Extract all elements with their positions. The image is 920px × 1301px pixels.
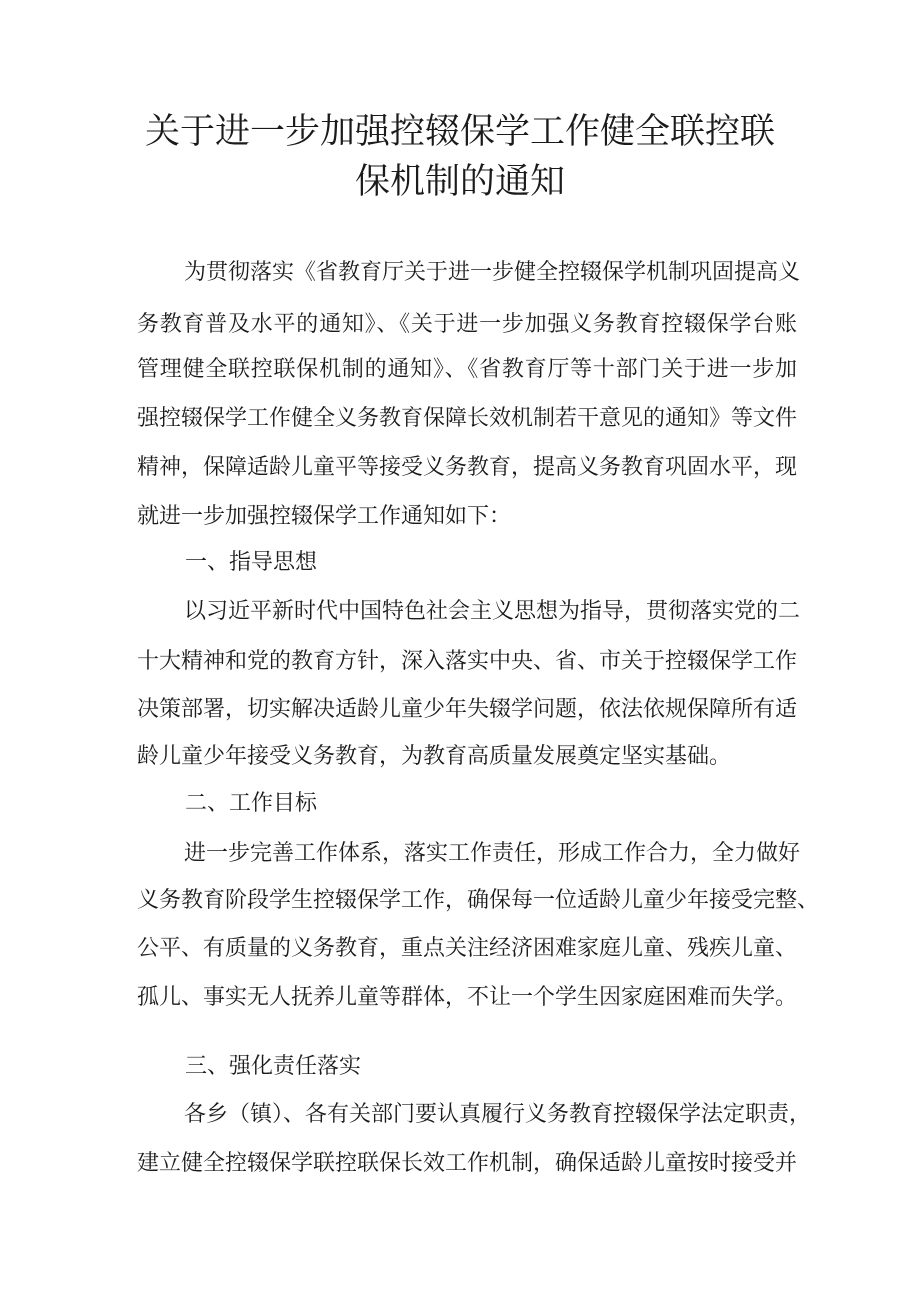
document-title-line-1: 关于进一步加强控辍保学工作健全联控联 [144, 112, 775, 152]
intro-line-3: 管理健全联控联保机制的通知》、《省教育厅等十部门关于进一步加 [137, 357, 797, 382]
section-heading-strengthen-responsibility: 三、强化责任落实 [185, 1054, 362, 1079]
section2-line-1: 进一步完善工作体系，落实工作责任，形成工作合力，全力做好 [184, 841, 801, 866]
section1-line-3: 决策部署，切实解决适龄儿童少年失辍学问题，依法依规保障所有适 [137, 697, 798, 722]
intro-line-2: 务教育普及水平的通知》、《关于进一步加强义务教育控辍保学台账 [137, 312, 797, 337]
section1-line-2: 十大精神和党的教育方针，深入落实中央、省、市关于控辍保学工作 [137, 649, 798, 674]
document-title-line-2: 保机制的通知 [354, 162, 565, 202]
section2-line-2: 义务教育阶段学生控辍保学工作，确保每一位适龄儿童少年接受完整、 [137, 888, 820, 913]
section1-line-4: 龄儿童少年接受义务教育，为教育高质量发展奠定坚实基础。 [137, 744, 732, 769]
section3-line-1: 各乡（镇）、各有关部门要认真履行义务教育控辍保学法定职责， [184, 1102, 812, 1127]
section3-line-2: 建立健全控辍保学联控联保长效工作机制，确保适龄儿童按时接受并 [137, 1151, 798, 1176]
section1-line-1: 以习近平新时代中国特色社会主义思想为指导，贯彻落实党的二 [184, 599, 801, 624]
intro-line-6: 就进一步加强控辍保学工作通知如下： [137, 504, 512, 529]
section2-line-4: 孤儿、事实无人抚养儿童等群体，不让一个学生因家庭困难而失学。 [137, 985, 798, 1010]
section-heading-guiding-ideology: 一、指导思想 [185, 550, 318, 575]
intro-line-5: 精神，保障适龄儿童平等接受义务教育，提高义务教育巩固水平，现 [137, 455, 798, 480]
section2-line-3: 公平、有质量的义务教育，重点关注经济困难家庭儿童、残疾儿童、 [137, 936, 798, 961]
intro-line-4: 强控辍保学工作健全义务教育保障长效机制若干意见的通知》等文件 [137, 406, 798, 431]
intro-line-1: 为贯彻落实《省教育厅关于进一步健全控辍保学机制巩固提高义 [184, 260, 801, 285]
section-heading-work-goals: 二、工作目标 [185, 791, 318, 816]
